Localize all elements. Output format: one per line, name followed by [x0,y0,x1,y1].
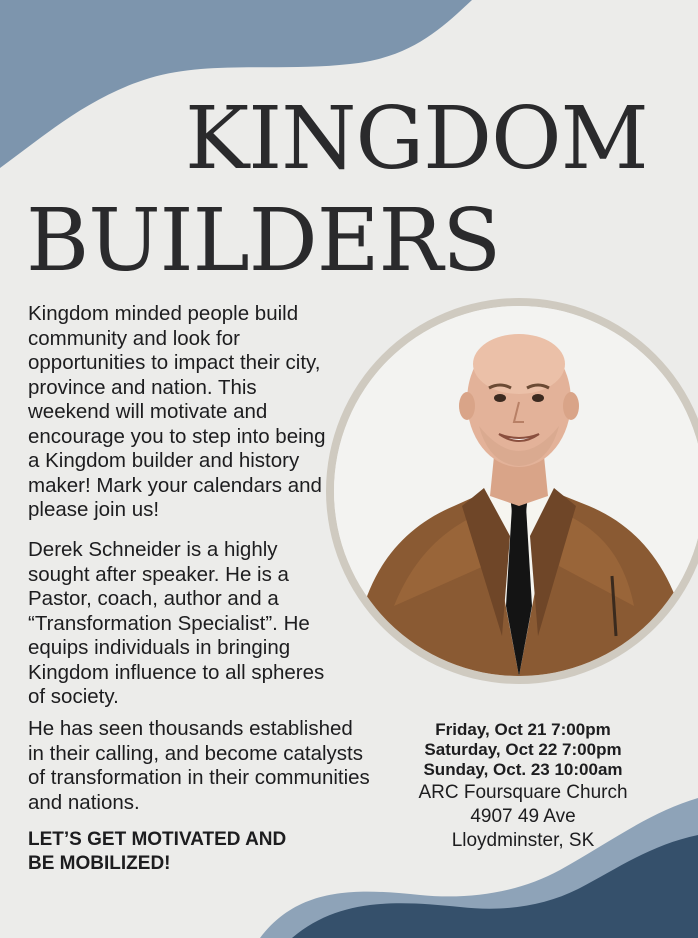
event-date-friday: Friday, Oct 21 7:00pm [435,720,611,739]
event-details [368,720,678,852]
event-venue: ARC Foursquare Church [418,782,628,803]
title-line-2: BUILDERS [26,191,501,291]
event-date-sunday: Sunday, Oct. 23 10:00am [423,760,623,779]
intro-paragraph: Kingdom minded people build community and look for opportunities to impact their city, province and nation. This weekend will motivate and encourage you to step into being a Kingdom builder and history maker! Mark your calendars and please join us! [28,302,326,521]
impact-paragraph: He has seen thousands established in their calling, and become catalysts of transformation in their communities and nations. [28,717,370,814]
event-city: Lloydminster, SK [451,830,595,851]
title-line-1: KINGDOM [185,89,648,189]
speaker-photo [334,306,698,676]
event-date-saturday: Saturday, Oct 22 7:00pm [424,740,622,759]
call-to-action: LET’S GET MOTIVATED AND BE MOBILIZED! [28,829,287,874]
speaker-bio-paragraph: Derek Schneider is a highly sought after speaker. He is a Pastor, coach, author and a “Transformation Specialist”. He equips individuals in bringing Kingdom influence to all spheres of society. [28,538,325,708]
event-address: 4907 49 Ave [470,806,576,827]
speaker-portrait-illustration [334,306,698,676]
